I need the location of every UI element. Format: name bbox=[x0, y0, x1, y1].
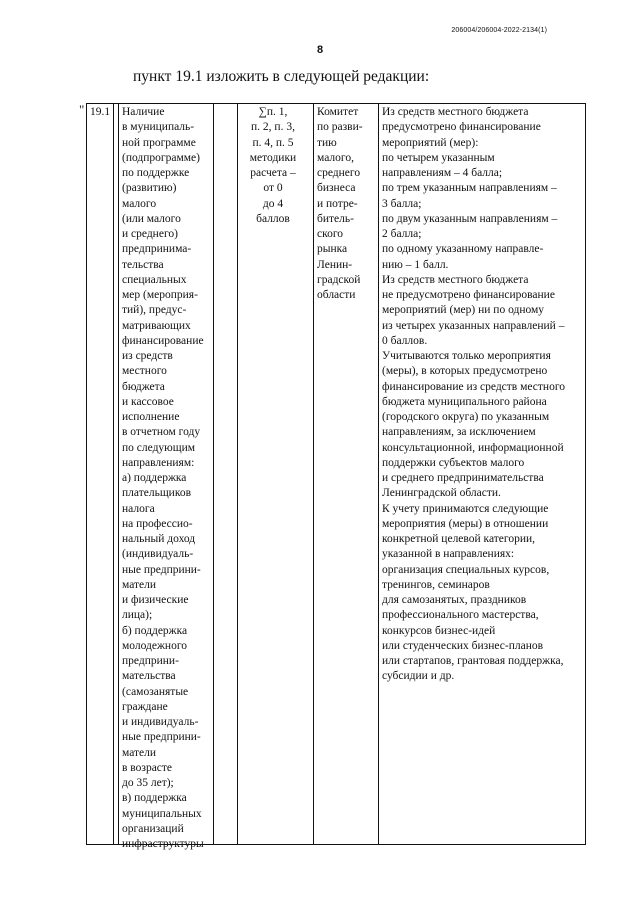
indicator-column bbox=[118, 104, 214, 850]
item-number: 19.1 bbox=[90, 106, 111, 118]
description-text: Из средств местного бюджета предусмотрено финансирование мероприятий (мер): по четырем указанным направлениям – 4 балла; по трем указанным направлениям – 3 балла; по двум указанным направлениям – 2 балла; по одному указанному направле- нию – 1 балл. Из средств местного бюджета не предусмотрено финансирование мероприятий (мер) ни по одному из четырех указанных направлений – 0 баллов. Учитываются только мероприятия (меры), в которых предусмотрено финансирование из средств местного бюджета муниципального района (городского округа) по указанным направлениям, за исключением консультационной, информационной поддержки субъектов малого и среднего предпринимательства Ленинградской области. К учету принимаются следующие мероприятия (меры) в отношении конкретной целевой категории, указанной в направлениях: организация специальных курсов, тренингов, семинаров для самозанятых, праздников профессионального мастерства, конкурсов бизнес-идей или студенческих бизнес-планов или стартапов, грантовая поддержка, субсидии и др. bbox=[382, 106, 565, 683]
responsible-column bbox=[313, 104, 374, 844]
indicator-text: Наличие в муниципаль- ной программе (подпрограмме) по поддержке (развитию) малого (или малого и среднего) предпринима- тельства специальных мер (мероприя- тий), предус- матривающих финансирование из средств местного бюджета и кассовое исполнение в отчетном году по следующим направлениям: а) поддержка плательщиков налога на профессио- нальный доход (индивидуаль- ные предприни- матели и физические лица); б) поддержка молодежного предприни- мательства (самозанятые граждане и индивидуаль- ные предприни- матели в возрасте до 35 лет); в) поддержка муниципальных организаций инфраструктуры bbox=[122, 106, 204, 850]
amendment-table bbox=[86, 103, 586, 850]
calculation-column bbox=[237, 104, 308, 844]
number-column bbox=[87, 104, 114, 844]
description-column bbox=[378, 104, 587, 844]
document-id: 206004/206004-2022-2134(1) bbox=[451, 27, 547, 34]
calculation-text: ∑п. 1, п. 2, п. 3, п. 4, п. 5 методики расчета – от 0 до 4 баллов bbox=[249, 106, 297, 225]
page-number: 8 bbox=[316, 44, 324, 56]
responsible-text: Комитет по разви- тию малого, среднего бизнеса и потре- битель- ского рынка Ленин- градской области bbox=[317, 106, 363, 301]
page-heading: пункт 19.1 изложить в следующей редакции: bbox=[133, 68, 430, 85]
opening-quote-mark: " bbox=[79, 102, 85, 117]
